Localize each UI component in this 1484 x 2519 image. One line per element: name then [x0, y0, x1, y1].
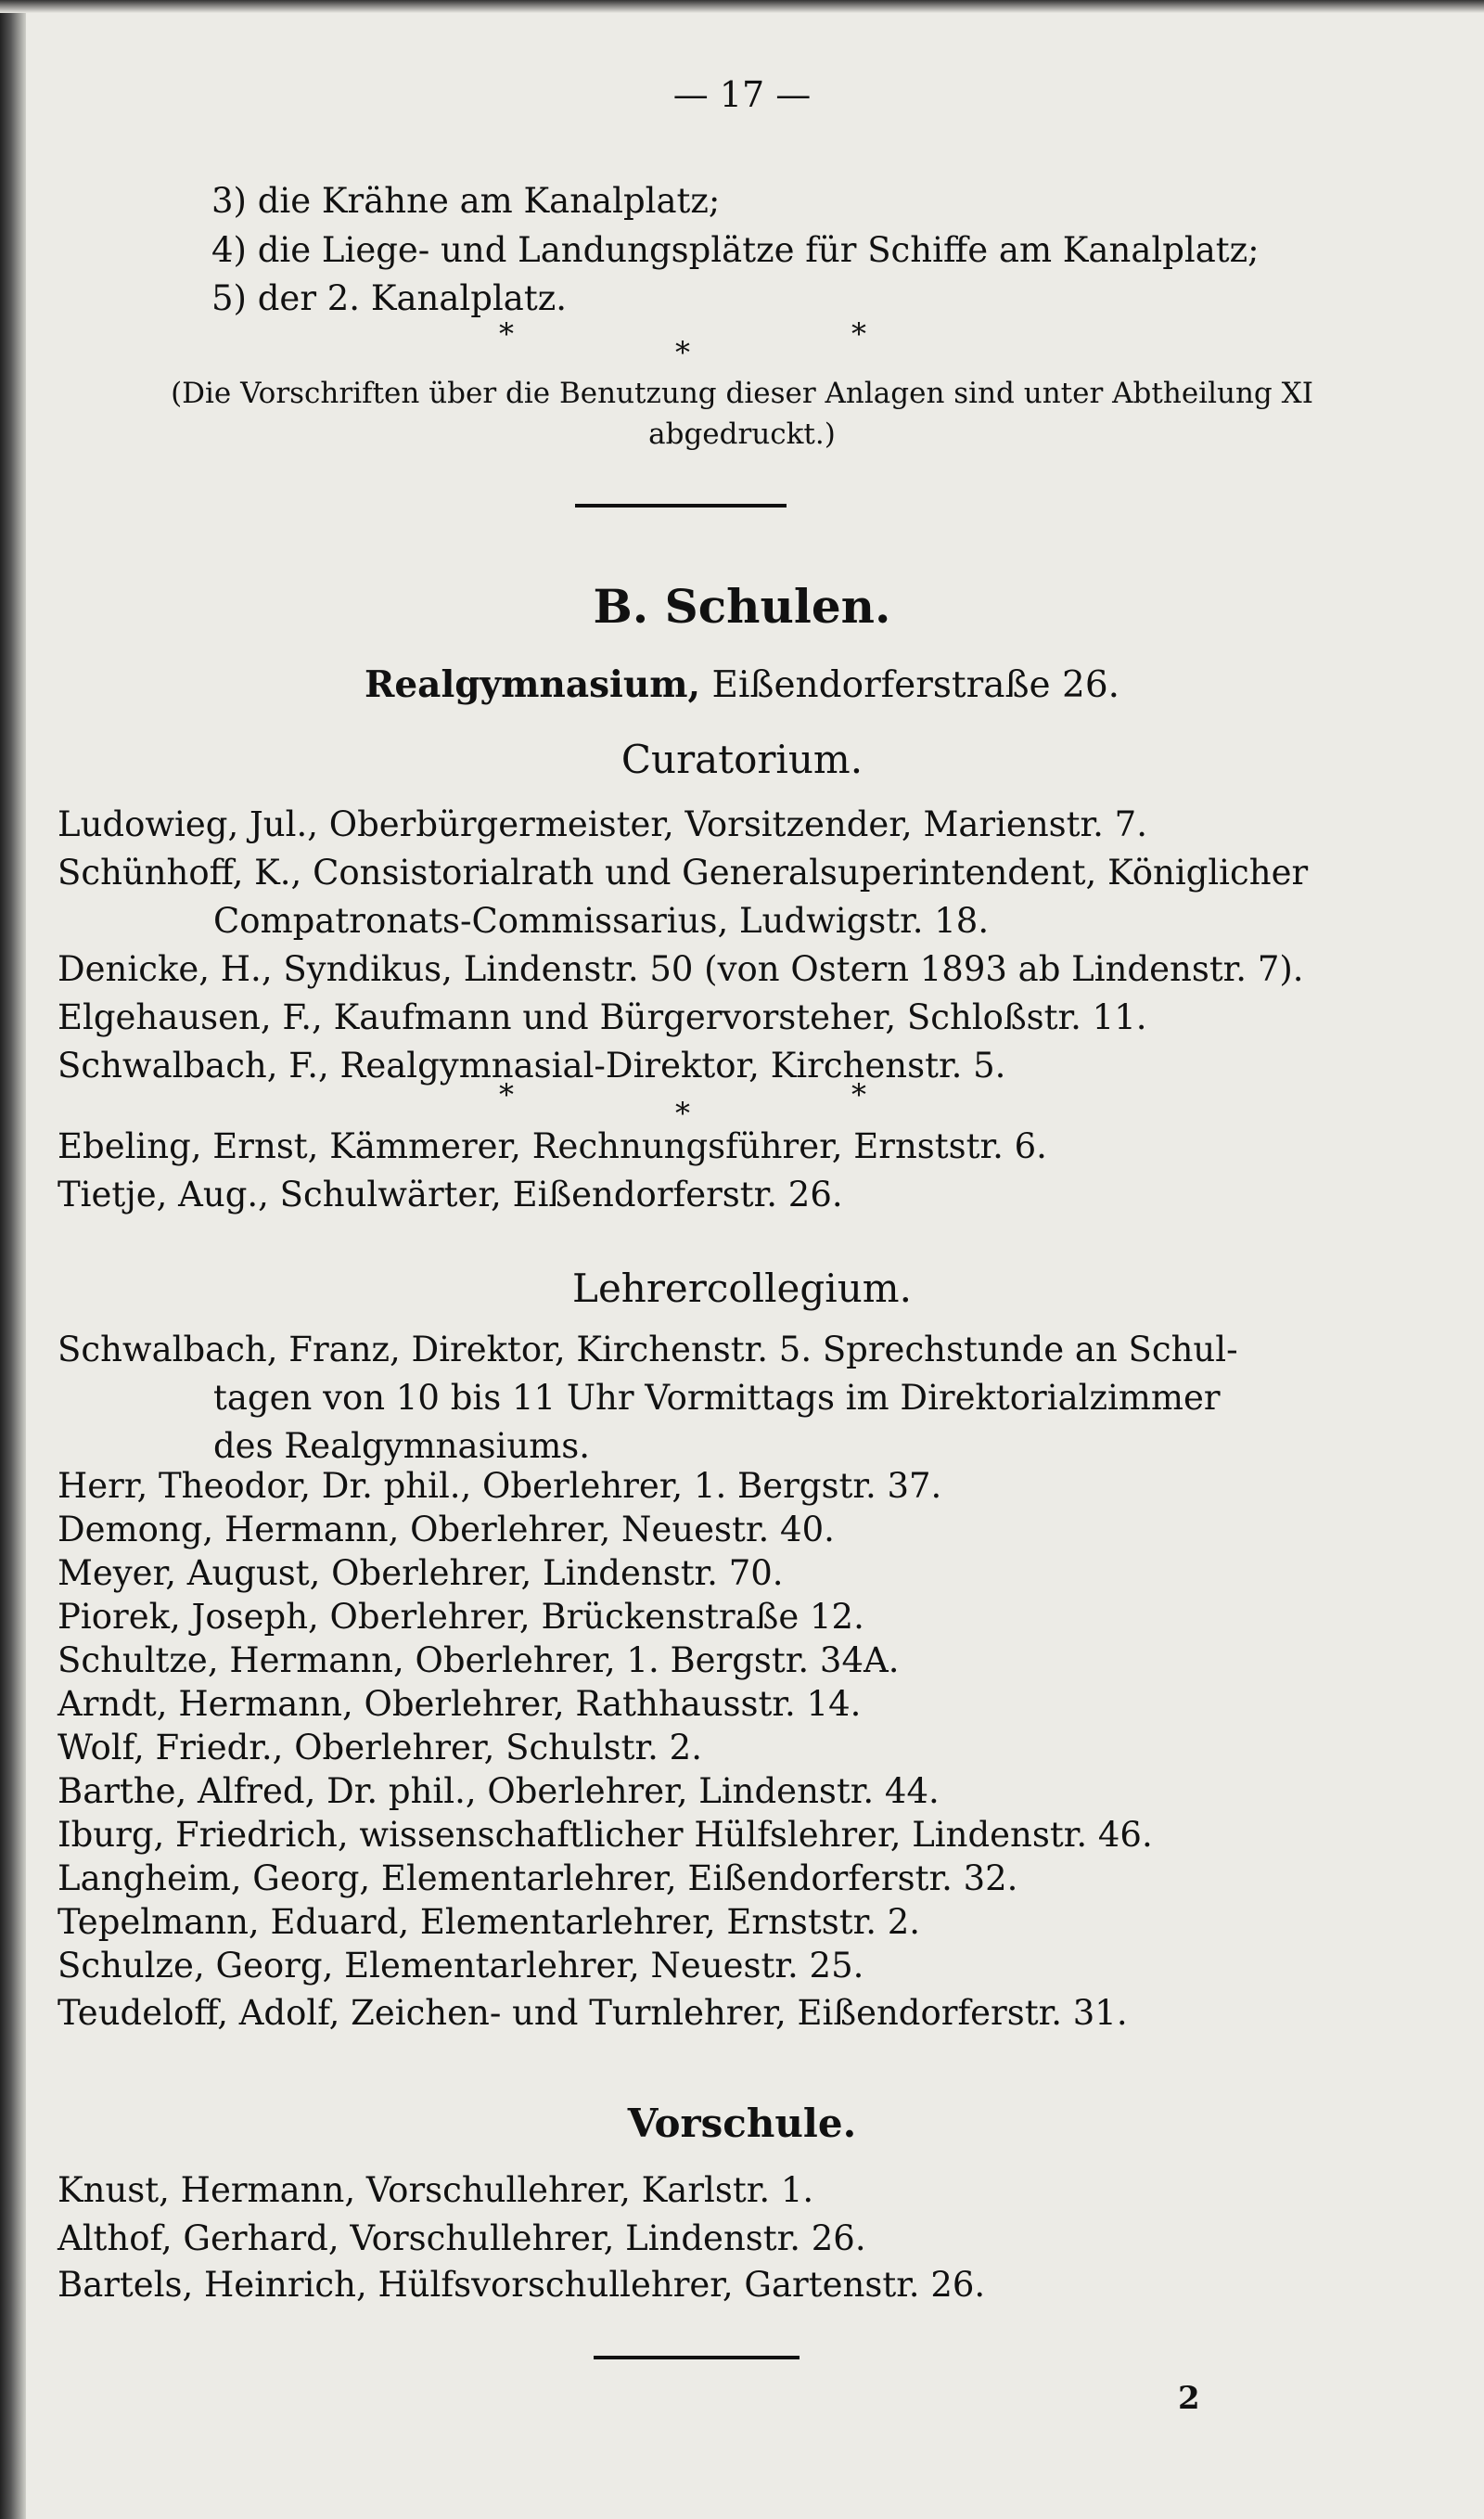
list-item-continuation: Compatronats-Commissarius, Ludwigstr. 18. [213, 901, 990, 941]
list-item: Langheim, Georg, Elementarlehrer, Eißendorferstr. 32. [58, 1858, 1018, 1898]
separator-star: * [499, 1077, 514, 1112]
school-address: Eißendorferstraße 26. [711, 664, 1120, 706]
list-item: Iburg, Friedrich, wissenschaftlicher Hülfslehrer, Lindenstr. 46. [58, 1815, 1153, 1855]
list-item: Bartels, Heinrich, Hülfsvorschullehrer, Gartenstr. 26. [58, 2265, 986, 2305]
closing-divider [594, 2356, 800, 2359]
list-item: Elgehausen, F., Kaufmann und Bürgervorsteher, Schloßstr. 11. [58, 997, 1147, 1037]
list-item: Ludowieg, Jul., Oberbürgermeister, Vorsitzender, Marienstr. 7. [58, 804, 1147, 844]
lehrer-heading: Lehrercollegium. [572, 1266, 912, 1311]
list-item: Althof, Gerhard, Vorschullehrer, Lindenstr. 26. [58, 2218, 866, 2258]
page-number: — 17 — [672, 74, 812, 115]
separator-star: * [851, 316, 866, 352]
vorschule-heading: Vorschule. [627, 2101, 857, 2146]
list-item: Herr, Theodor, Dr. phil., Oberlehrer, 1. Bergstr. 37. [58, 1466, 942, 1506]
list-item: Barthe, Alfred, Dr. phil., Oberlehrer, Lindenstr. 44. [58, 1771, 940, 1811]
section-divider [575, 504, 787, 508]
school-heading [0, 664, 1484, 706]
list-item: Teudeloff, Adolf, Zeichen- und Turnlehrer, Eißendorferstr. 31. [58, 1993, 1128, 2033]
intro-item-3: 3) die Krähne am Kanalplatz; [211, 181, 721, 221]
list-item: Meyer, August, Oberlehrer, Lindenstr. 70. [58, 1553, 784, 1593]
note-line-2: abgedruckt.) [648, 418, 836, 451]
separator-star: * [851, 1077, 866, 1112]
intro-item-5: 5) der 2. Kanalplatz. [211, 278, 567, 318]
section-heading: B. Schulen. [593, 579, 891, 634]
list-item-continuation: tagen von 10 bis 11 Uhr Vormittags im Direktorialzimmer [213, 1378, 1221, 1418]
list-item: Schultze, Hermann, Oberlehrer, 1. Bergstr. 34A. [58, 1640, 900, 1680]
separator-star: * [675, 335, 690, 370]
list-item-continuation: des Realgymnasiums. [213, 1426, 591, 1466]
list-item: Denicke, H., Syndikus, Lindenstr. 50 (von Ostern 1893 ab Lindenstr. 7). [58, 949, 1304, 989]
list-item: Tepelmann, Eduard, Elementarlehrer, Ernststr. 2. [58, 1902, 921, 1942]
intro-item-4: 4) die Liege- und Landungsplätze für Schiffe am Kanalplatz; [211, 230, 1260, 270]
separator-star: * [675, 1096, 690, 1131]
list-item: Piorek, Joseph, Oberlehrer, Brückenstraße 12. [58, 1597, 864, 1637]
note-line-1: (Die Vorschriften über die Benutzung dieser Anlagen sind unter Abtheilung XI [171, 377, 1313, 410]
list-item: Schulze, Georg, Elementarlehrer, Neuestr. 25. [58, 1946, 864, 1986]
list-item: Demong, Hermann, Oberlehrer, Neuestr. 40. [58, 1510, 835, 1549]
list-item: Schwalbach, Franz, Direktor, Kirchenstr. 5. Sprechstunde an Schul- [58, 1330, 1238, 1369]
list-item: Ebeling, Ernst, Kämmerer, Rechnungsführer, Ernststr. 6. [58, 1126, 1047, 1166]
separator-star: * [499, 316, 514, 352]
list-item: Knust, Hermann, Vorschullehrer, Karlstr. 1. [58, 2170, 814, 2210]
curatorium-heading: Curatorium. [620, 737, 864, 782]
signature-mark: 2 [1178, 2380, 1200, 2417]
list-item: Schünhoff, K., Consistorialrath und Generalsuperintendent, Königlicher [58, 853, 1309, 893]
school-name: Realgymnasium, [364, 663, 701, 706]
list-item: Wolf, Friedr., Oberlehrer, Schulstr. 2. [58, 1728, 702, 1767]
list-item: Tietje, Aug., Schulwärter, Eißendorferstr. 26. [58, 1175, 843, 1215]
list-item: Schwalbach, F., Realgymnasial-Direktor, Kirchenstr. 5. [58, 1046, 1006, 1086]
list-item: Arndt, Hermann, Oberlehrer, Rathhausstr. 14. [58, 1684, 862, 1724]
scan-edge-top [0, 0, 1484, 13]
